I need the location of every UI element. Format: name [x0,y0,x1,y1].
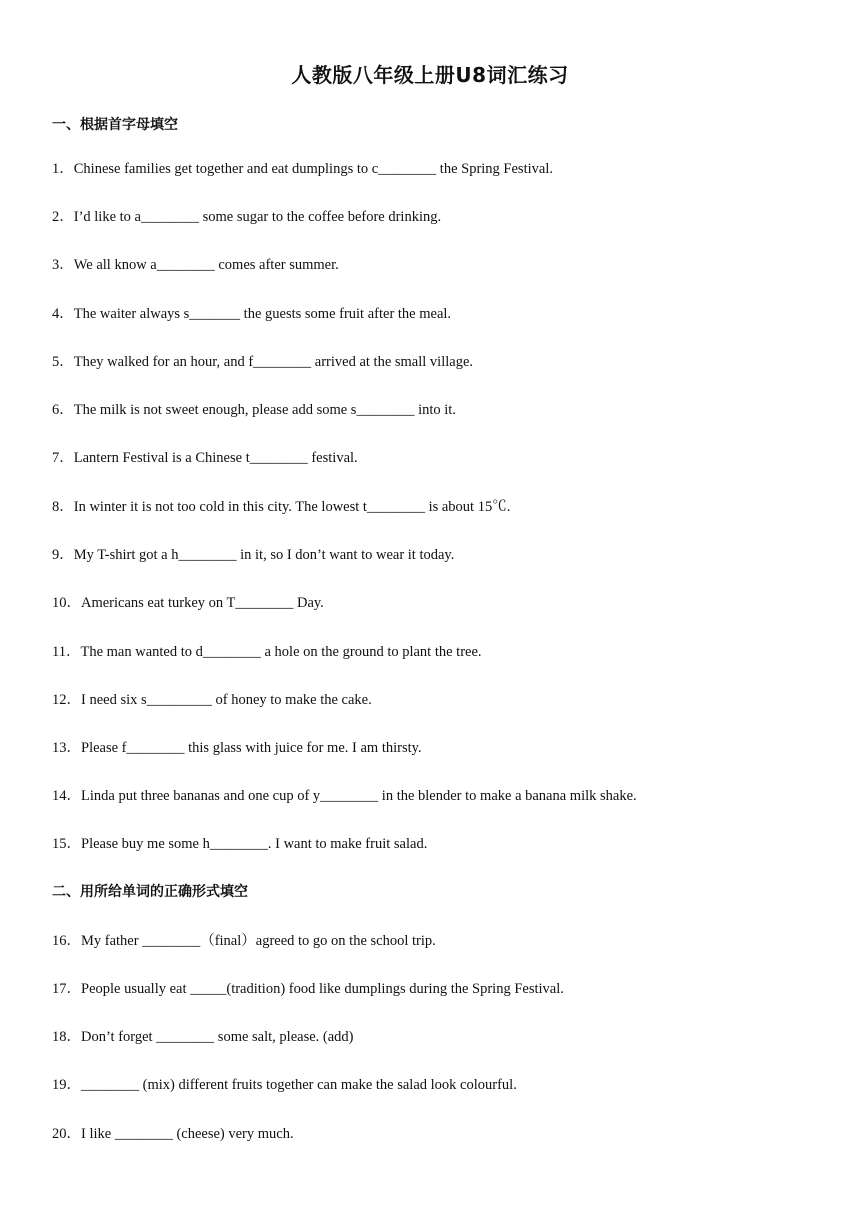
question-text: We all know a________ comes after summer. [73,257,339,273]
question-text: ________ (mix) different fruits together can make the salad look colourful. [81,1077,517,1093]
question-18 [52,1027,354,1047]
question-number: 1． [52,161,74,177]
question-text: They walked for an hour, and f________ arrived at the small village. [73,354,474,370]
question-text: Linda put three bananas and one cup of y________ in the blender to make a banana milk shake. [81,788,637,804]
question-text: Lantern Festival is a Chinese t________ festival. [73,450,358,466]
question-17 [52,979,564,999]
question-number: 8． [52,499,74,515]
question-text: Don’t forget ________ some salt, please. (add) [81,1029,354,1045]
question-number: 10． [52,595,81,611]
page-title: 人教版八年级上册U8词汇练习 [291,63,569,87]
question-text: Americans eat turkey on T________ Day. [81,595,324,611]
question-12 [52,690,372,710]
question-text: Please f________ this glass with juice for me. I am thirsty. [81,740,422,756]
question-number: 19． [52,1077,81,1093]
question-2 [52,207,441,227]
question-number: 11． [52,644,81,660]
question-text: I like ________ (cheese) very much. [81,1126,294,1142]
question-text: The man wanted to d________ a hole on the ground to plant the tree. [80,644,482,660]
question-number: 14． [52,788,81,804]
question-9 [52,545,454,565]
question-number: 2． [52,209,74,225]
question-text: People usually eat _____(tradition) food like dumplings during the Spring Festival. [81,981,564,997]
question-text: I’d like to a________ some sugar to the coffee before drinking. [73,209,442,225]
question-text: In winter it is not too cold in this city. The lowest t________ is about 15℃. [73,499,511,515]
question-13 [52,738,422,758]
question-text: My father ________（final）agreed to go on the school trip. [81,933,436,949]
question-number: 9． [52,547,74,563]
question-3 [52,255,339,275]
question-19 [52,1075,517,1095]
question-1 [52,159,553,179]
question-number: 16． [52,933,81,949]
question-15 [52,834,427,854]
question-text: Chinese families get together and eat dumplings to c________ the Spring Festival. [73,161,553,177]
question-text: Please buy me some h________. I want to make fruit salad. [81,836,428,852]
question-number: 18． [52,1029,81,1045]
question-number: 6． [52,402,74,418]
section-heading-1: 一、根据首字母填空 [52,117,178,133]
question-number: 4． [52,306,74,322]
question-8 [52,497,510,517]
question-6 [52,400,456,420]
question-number: 7． [52,450,74,466]
question-11 [52,642,482,662]
question-10 [52,593,324,613]
question-number: 15． [52,836,81,852]
question-number: 3． [52,257,74,273]
question-4 [52,304,451,324]
question-number: 20． [52,1126,81,1142]
question-16 [52,931,436,951]
question-20 [52,1124,294,1144]
question-5 [52,352,473,372]
question-number: 5． [52,354,74,370]
question-number: 12． [52,692,81,708]
question-text: I need six s_________ of honey to make the cake. [81,692,372,708]
question-number: 17． [52,981,81,997]
question-number: 13． [52,740,81,756]
question-text: My T-shirt got a h________ in it, so I don’t want to wear it today. [73,547,455,563]
section-heading-2: 二、用所给单词的正确形式填空 [52,884,248,900]
question-7 [52,448,358,468]
question-text: The milk is not sweet enough, please add some s________ into it. [73,402,456,418]
question-14 [52,786,637,806]
question-text: The waiter always s_______ the guests some fruit after the meal. [73,306,452,322]
